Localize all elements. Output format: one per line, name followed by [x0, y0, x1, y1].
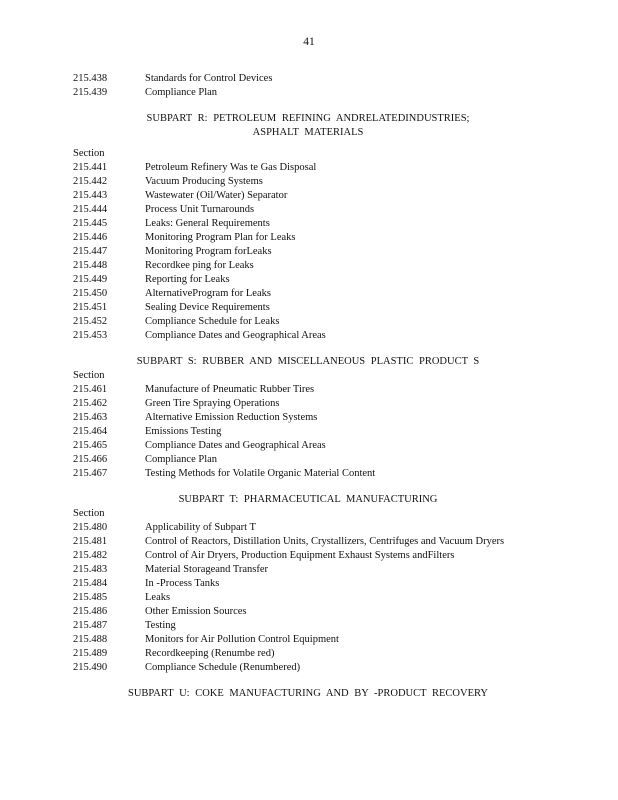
page-number: 41 — [303, 36, 315, 48]
section-title: Monitoring Program forLeaks — [145, 246, 272, 257]
section-number: 215.451 — [73, 302, 108, 313]
section-number: 215.442 — [73, 176, 108, 187]
list-item — [73, 661, 543, 675]
section-number: 215.488 — [73, 634, 108, 645]
section-title: Reporting for Leaks — [145, 274, 230, 285]
section-title: Green Tire Spraying Operations — [145, 398, 280, 409]
section-title: Compliance Plan — [145, 87, 218, 98]
section-number: 215.438 — [73, 73, 108, 84]
section-number: 215.467 — [73, 468, 108, 479]
section-title: Leaks: General Requirements — [145, 218, 270, 229]
section-number: 215.466 — [73, 454, 108, 465]
list-item — [73, 175, 543, 189]
section-title: Other Emission Sources — [145, 606, 247, 617]
section-title: Wastewater (Oil/Water) Separator — [145, 190, 288, 201]
list-item — [73, 189, 543, 203]
section-title: Alternative Emission Reduction Systems — [145, 412, 318, 423]
section-number: 215.490 — [73, 662, 108, 673]
list-item — [73, 397, 543, 411]
section-title: Petroleum Refinery Was te Gas Disposal — [145, 162, 317, 173]
list-item — [73, 453, 543, 467]
section-title: Testing — [145, 620, 176, 631]
list-item — [73, 287, 543, 301]
list-item — [73, 563, 543, 577]
section-number: 215.444 — [73, 204, 108, 215]
section-number: 215.441 — [73, 162, 108, 173]
subpart-u-heading: SUBPART U: COKE MANUFACTURING AND BY -PRODUCT RECOVERY — [127, 688, 489, 699]
list-item — [73, 315, 543, 329]
section-title: Compliance Schedule for Leaks — [145, 316, 280, 327]
section-title: Sealing Device Requirements — [145, 302, 270, 313]
subpart-s-heading: SUBPART S: RUBBER AND MISCELLANEOUS PLASTIC PRODUCT S — [136, 356, 480, 367]
section-title: Compliance Plan — [145, 454, 218, 465]
section-number: 215.484 — [73, 578, 108, 589]
list-item — [73, 577, 543, 591]
section-title: Emissions Testing — [145, 426, 222, 437]
list-item — [73, 591, 543, 605]
subpart-r-heading — [73, 112, 543, 140]
list-item — [73, 633, 543, 647]
list-item — [73, 647, 543, 661]
list-item — [73, 231, 543, 245]
section-title: Monitors for Air Pollution Control Equipment — [145, 634, 339, 645]
section-number: 215.453 — [73, 330, 108, 341]
list-item — [73, 259, 543, 273]
section-title: Control of Air Dryers, Production Equipment Exhaust Systems andFilters — [145, 550, 455, 561]
section-title: AlternativeProgram for Leaks — [145, 288, 271, 299]
list-item — [73, 411, 543, 425]
list-item — [73, 329, 543, 343]
list-item — [73, 273, 543, 287]
section-number: 215.464 — [73, 426, 108, 437]
section-number: 215.445 — [73, 218, 108, 229]
section-number: 215.485 — [73, 592, 108, 603]
section-label: Section — [73, 370, 105, 381]
list-item — [73, 549, 543, 563]
list-item — [73, 72, 543, 86]
list-item — [73, 535, 543, 549]
section-title: Recordkee ping for Leaks — [145, 260, 254, 271]
section-title: Leaks — [145, 592, 171, 603]
subpart-heading-line: SUBPART R: PETROLEUM REFINING ANDRELATEDINDUSTRIES; — [146, 113, 470, 124]
section-number: 215.443 — [73, 190, 108, 201]
section-number: 215.486 — [73, 606, 108, 617]
section-title: Applicability of Subpart T — [145, 522, 256, 533]
section-label: Section — [73, 508, 105, 519]
section-title: Standards for Control Devices — [145, 73, 273, 84]
section-title: Monitoring Program Plan for Leaks — [145, 232, 296, 243]
section-number: 215.450 — [73, 288, 108, 299]
section-title: Vacuum Producing Systems — [145, 176, 263, 187]
section-number: 215.482 — [73, 550, 108, 561]
section-number: 215.487 — [73, 620, 108, 631]
section-number: 215.449 — [73, 274, 108, 285]
section-title: Recordkeeping (Renumbe red) — [145, 648, 275, 659]
section-number: 215.480 — [73, 522, 108, 533]
list-item — [73, 439, 543, 453]
section-number: 215.461 — [73, 384, 108, 395]
list-item — [73, 203, 543, 217]
section-number: 215.463 — [73, 412, 108, 423]
list-item — [73, 217, 543, 231]
list-item — [73, 161, 543, 175]
list-item — [73, 245, 543, 259]
section-title: Compliance Dates and Geographical Areas — [145, 440, 326, 451]
section-number: 215.452 — [73, 316, 108, 327]
list-item — [73, 619, 543, 633]
subpart-t-heading: SUBPART T: PHARMACEUTICAL MANUFACTURING — [178, 494, 438, 505]
section-title: Compliance Schedule (Renumbered) — [145, 662, 301, 673]
list-item — [73, 425, 543, 439]
section-label: Section — [73, 148, 105, 159]
section-number: 215.448 — [73, 260, 108, 271]
section-title: Control of Reactors, Distillation Units, Crystallizers, Centrifuges and Vacuum Dryers — [145, 536, 505, 547]
section-number: 215.483 — [73, 564, 108, 575]
section-title: In -Process Tanks — [145, 578, 220, 589]
section-number: 215.462 — [73, 398, 108, 409]
section-title: Compliance Dates and Geographical Areas — [145, 330, 326, 341]
section-number: 215.446 — [73, 232, 108, 243]
list-item — [73, 467, 543, 481]
list-item — [73, 521, 543, 535]
section-title: Manufacture of Pneumatic Rubber Tires — [145, 384, 315, 395]
list-item — [73, 86, 543, 100]
table-of-contents — [73, 72, 543, 701]
list-item — [73, 383, 543, 397]
section-number: 215.439 — [73, 87, 108, 98]
section-title: Testing Methods for Volatile Organic Material Content — [145, 468, 376, 479]
section-number: 215.481 — [73, 536, 108, 547]
section-number: 215.447 — [73, 246, 108, 257]
section-title: Material Storageand Transfer — [145, 564, 269, 575]
section-number: 215.489 — [73, 648, 108, 659]
list-item — [73, 605, 543, 619]
subpart-heading-line: ASPHALT MATERIALS — [252, 127, 364, 138]
section-number: 215.465 — [73, 440, 108, 451]
list-item — [73, 301, 543, 315]
section-title: Process Unit Turnarounds — [145, 204, 255, 215]
